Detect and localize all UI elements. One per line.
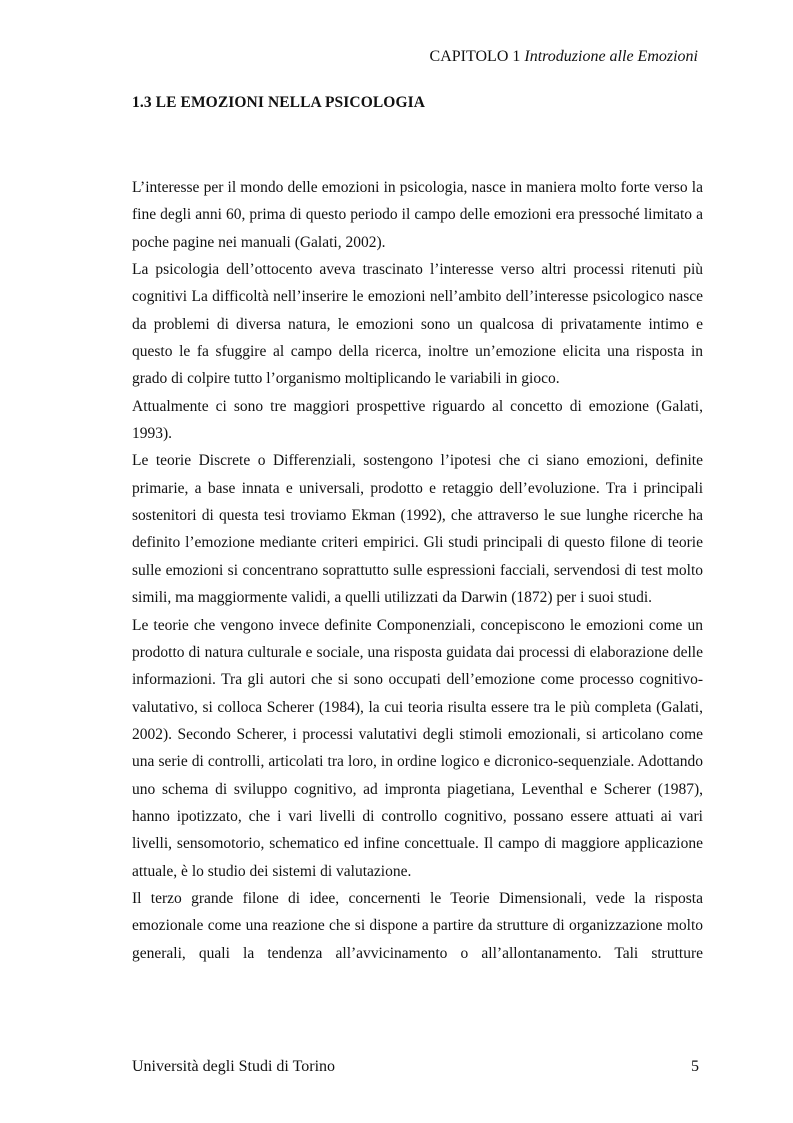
section-title: 1.3 LE EMOZIONI NELLA PSICOLOGIA (132, 94, 426, 111)
body-text (132, 174, 703, 967)
footer-institution: Università degli Studi di Torino (132, 1058, 336, 1075)
paragraph: La psicologia dell’ottocento aveva trascinato l’interesse verso altri processi ritenuti più cognitivi La difficoltà nell’inserire le emozioni nell’ambito dell’interesse psicologico nasce da problemi di diversa natura, le emozioni sono un qualcosa di privatamente intimo e questo le fa sfuggire al campo della ricerca, inoltre un’emozione elicita una risposta in grado di colpire tutto l’organismo moltiplicando le variabili in gioco. (132, 261, 703, 388)
paragraph: Attualmente ci sono tre maggiori prospettive riguardo al concetto di emozione (Galati, 1993). (132, 397, 703, 443)
paragraph: L’interesse per il mondo delle emozioni in psicologia, nasce in maniera molto forte verso la fine degli anni 60, prima di questo periodo il campo delle emozioni era pressoché limitato a poche pagine nei manuali (Galati, 2002). (132, 179, 703, 251)
page-number: 5 (691, 1058, 699, 1075)
paragraph: Le teorie che vengono invece definite Componenziali, concepiscono le emozioni come un prodotto di natura culturale e sociale, una risposta guidata dai processi di elaborazione delle informazioni. Tra gli autori che si sono occupati dell’emozione come processo cognitivo-valutativo, si colloca Scherer (1984), la cui teoria risulta essere tra le più completa (Galati, 2002). Secondo Scherer, i processi valutativi degli stimoli emozionali, si articolano come una serie di controlli, articolati tra loro, in ordine logico e dicronico-sequenziale. Adottando uno schema di sviluppo cognitivo, ad impronta piagetiana, Leventhal e Scherer (1987), hanno ipotizzato, che i vari livelli di controllo cognitivo, possano essere attuati ai vari livelli, sensomotorio, schematico ed infine concettuale. Il campo di maggiore applicazione attuale, è lo studio dei sistemi di valutazione. (132, 616, 703, 880)
running-header (430, 46, 698, 68)
paragraph: Le teorie Discrete o Differenziali, sostengono l’ipotesi che ci siano emozioni, definite primarie, a base innata e universali, prodotto e retaggio dell’evoluzione. Tra i principali sostenitori di questa tesi troviamo Ekman (1992), che attraverso le sue lunghe ricerche ha definito l’emozione mediante criteri empirici. Gli studi principali di questo filone di teorie sulle emozioni si concentrano soprattutto sulle espressioni facciali, servendosi di test molto simili, ma maggiormente validi, a quelli utilizzati da Darwin (1872) per i suoi studi. (132, 452, 703, 607)
chapter-title: Introduzione alle Emozioni (524, 48, 698, 65)
chapter-label: CAPITOLO 1 (429, 48, 521, 65)
paragraph: Il terzo grande filone di idee, concernenti le Teorie Dimensionali, vede la risposta emozionale come una reazione che si dispone a partire da strutture di organizzazione molto generali, quali la tendenza all’avvicinamento o all’allontanamento. Tali strutture (132, 889, 703, 962)
